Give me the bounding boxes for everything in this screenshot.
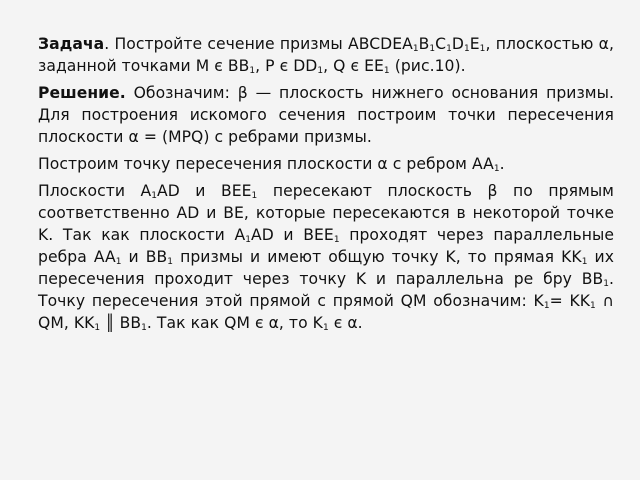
task-text: D (451, 35, 464, 53)
step2-text: их пересечения проходит через точку K и параллельна ре бру BB (38, 248, 614, 288)
subscript: 1 (251, 191, 258, 201)
step1-text: Построим точку пересечения плоскости α с ребром AA (38, 155, 494, 173)
task-paragraph (38, 33, 614, 77)
step2-text: . Так как QM є α, то K (146, 314, 323, 332)
solution-label: Решение. (38, 84, 126, 102)
step2-text: AD и BEE (251, 226, 334, 244)
step2-text: ∩ QM, KK (38, 292, 614, 332)
subscript: 1 (167, 257, 174, 267)
step1-paragraph (38, 153, 614, 175)
subscript: 1 (383, 66, 390, 76)
subscript: 1 (590, 301, 596, 311)
solution-text: Обозначим: β — плоскость нижнего основания призмы. Для построения искомого сечения построим точки пересечения плоскости α = (MPQ) с ребрами призмы. (38, 84, 614, 146)
step2-text: пересекают плоскость β по прямым соответственно AD и BE, которые пересекаются в некоторой точке K. Так как плоскости A (38, 182, 614, 244)
task-text: E (469, 35, 480, 53)
step2-text: проходят через параллельные ребра AA (38, 226, 614, 266)
subscript: 1 (463, 44, 470, 54)
step1-text: . (499, 155, 505, 173)
subscript: 1 (317, 66, 324, 76)
step2-text: призмы и имеют общую точку K, то прямая KK (173, 248, 582, 266)
subscript: 1 (429, 44, 436, 54)
subscript: 1 (581, 257, 588, 267)
subscript: 1 (249, 66, 256, 76)
task-text: , P є DD (255, 57, 318, 75)
step2-text: Плоскости A (38, 182, 152, 200)
task-text: . Постройте сечение призмы ABCDEA (104, 35, 413, 53)
subscript: 1 (493, 164, 500, 174)
step2-text: . Точку пересечения этой прямой с прямой QM обозначим: K (38, 270, 614, 310)
solution-paragraph (38, 82, 614, 148)
task-text: (рис.10). (389, 57, 466, 75)
subscript: 1 (94, 323, 101, 333)
subscript: 1 (603, 279, 609, 289)
subscript: 1 (245, 235, 252, 245)
task-text: , Q є EE (323, 57, 384, 75)
task-text: B (418, 35, 430, 53)
subscript: 1 (479, 44, 486, 54)
subscript: 1 (412, 44, 419, 54)
subscript: 1 (446, 44, 452, 54)
subscript: 1 (115, 257, 122, 267)
step2-paragraph (38, 180, 614, 334)
subscript: 1 (141, 323, 147, 333)
step2-text: є α. (328, 314, 363, 332)
subscript: 1 (543, 301, 550, 311)
task-text: , плоскостью α, заданной точками M є BB (38, 35, 614, 75)
task-label: Задача (38, 35, 105, 53)
step2-text: AD и BEE (157, 182, 252, 200)
task-text: C (435, 35, 447, 53)
subscript: 1 (333, 235, 340, 245)
step2-text: = KK (549, 292, 590, 310)
subscript: 1 (322, 323, 329, 333)
step2-text: и BB (121, 248, 168, 266)
step2-text: ║ BB (100, 314, 142, 332)
subscript: 1 (151, 191, 158, 201)
